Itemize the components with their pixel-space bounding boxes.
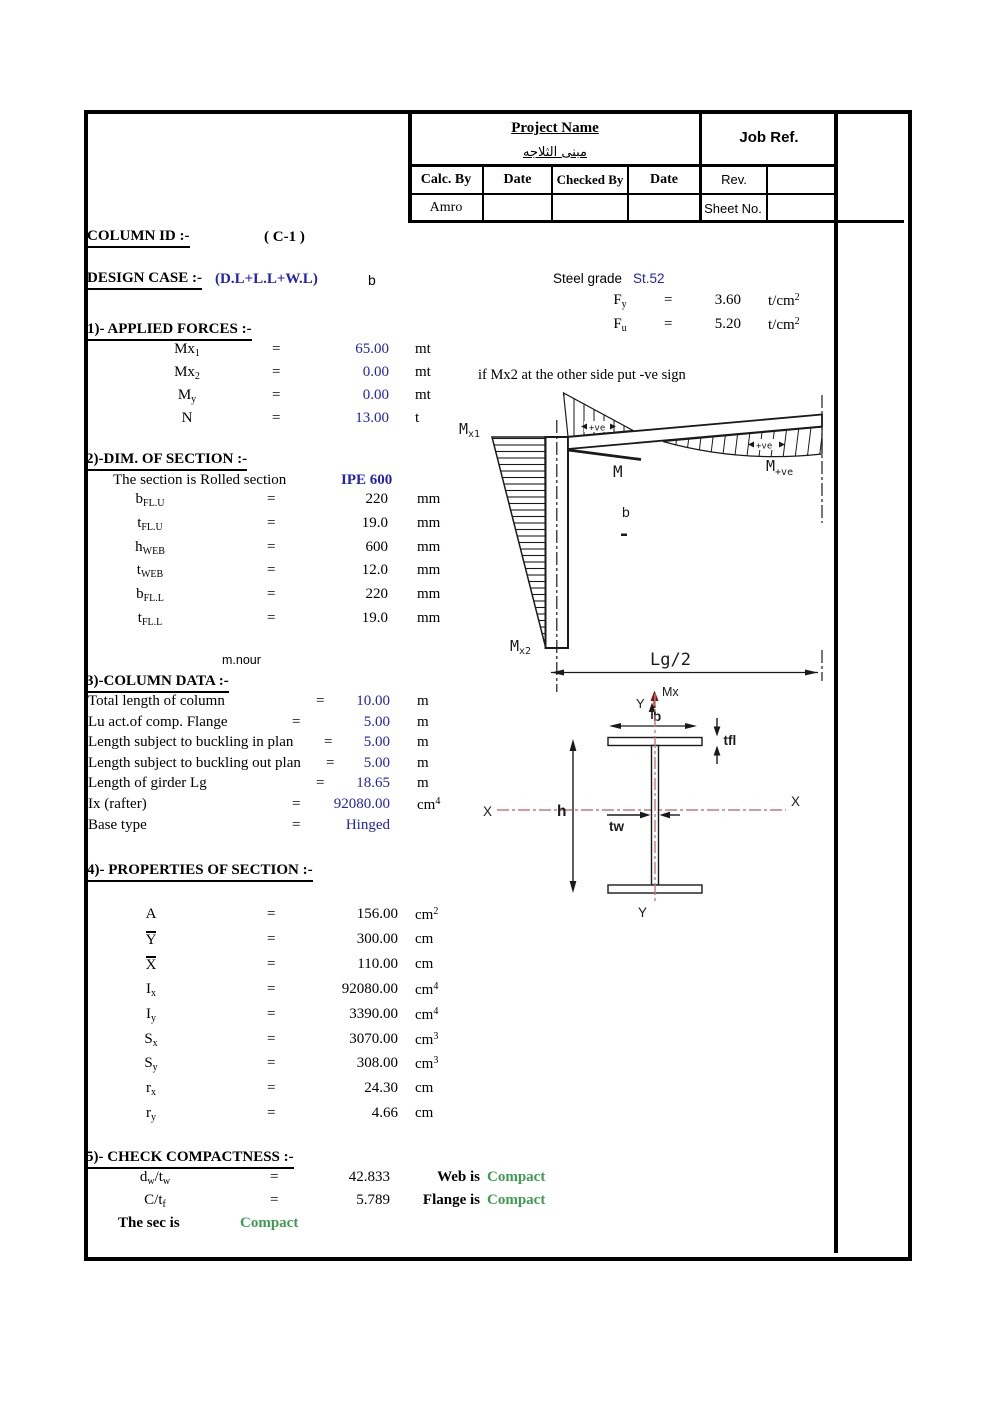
row-equals: =	[272, 410, 281, 426]
row-equals: =	[664, 316, 673, 332]
data-row-properties	[84, 1080, 724, 1103]
moment-diagram-and-section-sketch	[450, 385, 870, 930]
row-unit: mm	[417, 491, 441, 507]
row-label: $b_{FL.U}$	[135, 491, 165, 509]
job-ref-label: Job Ref.	[739, 128, 799, 146]
row-value: 600	[365, 538, 388, 555]
row-label: N	[181, 410, 193, 426]
date1-label: Date	[503, 171, 532, 187]
row-label: $M_y$	[177, 387, 197, 405]
row-value[interactable]: 92080.00	[333, 796, 390, 812]
pos-label-left: +ve	[589, 423, 606, 434]
steel-grade-label: Steel grade	[553, 271, 623, 286]
b-diagram-label: b	[622, 504, 630, 520]
y-top-label: Y	[636, 696, 645, 711]
row-equals: =	[267, 1030, 276, 1047]
row-value: 12.0	[361, 562, 388, 579]
row-label: $F_u$	[613, 316, 627, 334]
row-equals: =	[316, 693, 325, 709]
row-label: $F_y$	[613, 292, 627, 310]
calc-by-value[interactable]: Amro	[429, 200, 463, 215]
row-equals: =	[267, 1080, 276, 1097]
row-value[interactable]: 5.00	[363, 713, 390, 730]
data-row-properties	[84, 956, 724, 979]
row-equals: =	[267, 610, 276, 626]
x-right-label: X	[791, 794, 801, 809]
row-unit: mm	[417, 610, 441, 626]
moment-closing-line	[568, 450, 641, 460]
row-label: $t_{WEB}$	[136, 562, 164, 581]
row-equals: =	[292, 816, 301, 833]
applied-forces-title: 1)- APPLIED FORCES :-	[87, 321, 252, 341]
row-value: 300.00	[356, 930, 398, 947]
row-label: $C/t_f$	[144, 1192, 166, 1210]
row-value: 156.00	[356, 906, 398, 922]
row-value[interactable]: 18.65	[356, 775, 390, 792]
row-value: 220	[365, 491, 388, 507]
mx1-diagram-label: $M_{x1}$	[459, 420, 481, 440]
tfl-arrow-bot-head	[714, 746, 721, 756]
row-unit: cm	[415, 955, 434, 972]
compactness-check-value: Compact	[487, 1169, 546, 1185]
row-equals: =	[267, 1055, 276, 1072]
data-row-fy_fu	[84, 316, 800, 339]
row-unit: mm	[417, 514, 441, 531]
row-label: $S_y$	[144, 1055, 158, 1074]
row-value: 19.0	[361, 514, 388, 531]
row-label: $h_{WEB}$	[135, 538, 165, 557]
h-dim-arrow-top	[570, 739, 577, 751]
row-unit: mm	[417, 586, 441, 603]
data-row-properties	[84, 1006, 724, 1029]
small-dash	[621, 534, 627, 537]
row-value: 3390.00	[349, 1005, 398, 1022]
row-label: $b_{FL.L}$	[136, 586, 164, 605]
row-value: 308.00	[356, 1055, 398, 1072]
row-value: 4.66	[371, 1105, 398, 1122]
row-label: Length of girder Lg	[88, 775, 207, 792]
properties-title: 4)- PROPERTIES OF SECTION :-	[87, 862, 313, 882]
b-dim-label: b	[653, 709, 662, 724]
h-label: h	[557, 803, 567, 820]
row-label: $I_x$	[146, 980, 156, 999]
row-unit: m	[417, 775, 429, 792]
row-value: 5.20	[714, 316, 741, 332]
tw-arrow-right-head	[660, 812, 671, 819]
row-unit: $cm^4$	[417, 796, 441, 813]
project-name-label: Project Name	[511, 119, 599, 136]
row-unit: cm	[415, 930, 434, 947]
data-row-fy_fu	[84, 292, 800, 315]
row-unit: t	[415, 410, 420, 426]
steel-grade-value[interactable]: St.52	[633, 271, 665, 286]
row-equals: =	[270, 1192, 279, 1208]
sheet-no-label: Sheet No.	[704, 200, 762, 216]
row-unit: mt	[415, 387, 431, 403]
row-equals: =	[270, 1169, 279, 1185]
h-dim-arrow-bot	[570, 881, 577, 893]
row-value: 92080.00	[341, 980, 398, 997]
row-value: 5.789	[356, 1192, 390, 1208]
row-equals: =	[267, 491, 276, 507]
watermark-text: m.nour	[222, 653, 261, 667]
row-label: Ix (rafter)	[88, 796, 147, 812]
b-dim-arrow-left	[609, 723, 621, 729]
row-unit: $cm^3$	[415, 1055, 439, 1073]
row-equals: =	[316, 775, 325, 792]
compactness-check-label: Web is	[437, 1169, 480, 1185]
row-unit: $cm^4$	[415, 980, 439, 998]
compactness-check-value: Compact	[487, 1192, 546, 1208]
data-row-applied_forces	[84, 341, 724, 364]
tfl-label: tfl	[723, 733, 737, 748]
data-row-applied_forces	[84, 364, 724, 387]
row-label: Lu act.of comp. Flange	[88, 713, 228, 730]
row-label: $t_{FL.L}$	[137, 610, 163, 628]
row-unit: $cm^2$	[415, 906, 439, 923]
column-data-title: 3)-COLUMN DATA :-	[86, 673, 229, 693]
row-equals: =	[267, 562, 276, 579]
project-name-value[interactable]: مبنى الثلاجه	[522, 144, 588, 160]
row-value[interactable]: 10.00	[356, 693, 390, 709]
mx2-note: if Mx2 at the other side put -ve sign	[478, 367, 686, 383]
header-vline-5	[766, 164, 768, 223]
row-equals: =	[267, 955, 276, 972]
row-label: $I_y$	[146, 1005, 156, 1024]
date2-label: Date	[650, 171, 678, 187]
row-equals: =	[324, 734, 333, 751]
tw-arrow-left-head	[640, 812, 651, 819]
row-equals: =	[292, 713, 301, 730]
row-equals: =	[267, 586, 276, 603]
row-unit: $cm^4$	[415, 1005, 439, 1023]
row-value: 42.833	[348, 1169, 390, 1185]
row-label: Length subject to buckling in plan	[88, 734, 294, 751]
data-row-properties	[84, 1105, 724, 1128]
row-equals: =	[326, 754, 335, 771]
column-moment-triangle	[492, 437, 546, 647]
row-unit: m	[417, 734, 429, 751]
row-unit: cm	[415, 1080, 434, 1097]
mx2-diagram-label: $M_{x2}$	[510, 637, 532, 657]
row-value[interactable]: 5.00	[363, 734, 390, 751]
row-equals: =	[272, 341, 281, 357]
design-case-title: DESIGN CASE :-	[87, 270, 202, 290]
column-id-title: COLUMN ID :-	[87, 228, 190, 248]
section-name-value[interactable]: IPE 600	[341, 472, 393, 488]
calc-by-label: Calc. By	[420, 171, 472, 187]
pos-label-right: +ve	[756, 441, 773, 452]
row-unit: m	[417, 693, 429, 709]
compactness-check-label: Flange is	[422, 1192, 480, 1208]
data-row-properties	[84, 931, 724, 954]
row-label: Total length of column	[88, 693, 225, 709]
data-row-properties	[84, 1031, 724, 1054]
row-unit: $t/cm^2$	[768, 292, 800, 309]
rev-label: Rev.	[721, 172, 747, 187]
row-unit: cm	[415, 1105, 434, 1122]
row-value: 3.60	[714, 292, 741, 308]
row-unit: mm	[417, 538, 441, 555]
row-equals: =	[267, 906, 276, 922]
y-bottom-label: Y	[638, 905, 648, 920]
sec-result-label: The sec is	[118, 1215, 180, 1231]
row-value: 19.0	[361, 610, 388, 626]
row-unit: $cm^3$	[415, 1030, 439, 1048]
row-equals: =	[267, 1105, 276, 1122]
row-equals: =	[267, 1005, 276, 1022]
row-label: $r_x$	[146, 1080, 156, 1099]
row-value[interactable]: 0.00	[362, 364, 389, 380]
dim-section-title: 2)-DIM. OF SECTION :-	[86, 451, 247, 471]
row-equals: =	[272, 364, 281, 380]
x-left-label: X	[483, 804, 493, 819]
row-equals: =	[267, 980, 276, 997]
compactness-title: 5)- CHECK COMPACTNESS :-	[86, 1149, 294, 1169]
row-equals: =	[267, 538, 276, 555]
row-equals: =	[267, 514, 276, 531]
row-value: 24.30	[364, 1080, 398, 1097]
row-value[interactable]: 5.00	[363, 754, 390, 771]
lg2-label: Lg/2	[650, 650, 691, 670]
row-label: Base type	[88, 816, 147, 833]
row-label: A	[145, 906, 157, 922]
tw-label: tw	[609, 819, 624, 834]
sec-result-value: Compact	[240, 1215, 299, 1231]
row-label: Y	[145, 931, 157, 948]
m-label: M	[613, 462, 623, 481]
row-label: $d_w/t_w$	[139, 1169, 171, 1187]
row-label: $Mx_1$	[174, 341, 200, 359]
row-equals: =	[267, 930, 276, 947]
row-equals: =	[272, 387, 281, 403]
row-value[interactable]: 13.00	[355, 410, 389, 426]
tfl-arrow-top-head	[714, 727, 721, 737]
m-pos-label: $M_{+ve}$	[766, 457, 794, 478]
row-unit: mt	[415, 341, 431, 357]
column-id-value[interactable]: ( C-1 )	[264, 229, 305, 245]
row-equals: =	[664, 292, 673, 308]
row-label: $r_y$	[146, 1105, 156, 1124]
row-value[interactable]: 65.00	[355, 341, 389, 357]
row-unit: m	[417, 713, 429, 730]
row-label: $S_x$	[144, 1030, 158, 1049]
lg2-arrow-right	[805, 670, 818, 676]
row-unit: mt	[415, 364, 431, 380]
lg2-arrow-left	[551, 670, 564, 676]
row-value: 220	[365, 586, 388, 603]
row-equals: =	[292, 796, 301, 812]
data-row-properties	[84, 1055, 724, 1078]
row-value: 110.00	[357, 955, 398, 972]
row-label: $Mx_2$	[174, 364, 200, 382]
right-column-line	[838, 220, 904, 223]
row-value[interactable]: Hinged	[345, 816, 390, 833]
row-label: Length subject to buckling out plan	[88, 754, 301, 771]
data-row-compactness	[84, 1192, 724, 1215]
row-value: 3070.00	[349, 1030, 398, 1047]
mx-axis-label: Mx	[662, 685, 679, 699]
data-row-properties	[84, 981, 724, 1004]
design-case-suffix: b	[368, 272, 376, 288]
row-label: $t_{FL.U}$	[137, 514, 163, 533]
dim-section-intro: The section is Rolled section	[113, 472, 287, 488]
row-unit: m	[417, 754, 429, 771]
design-case-value[interactable]: (D.L+L.L+W.L)	[215, 271, 318, 287]
checked-by-label: Checked By	[556, 171, 624, 187]
row-unit: mm	[417, 562, 441, 579]
b-dim-arrow-right	[685, 723, 697, 729]
row-label: X	[145, 956, 157, 973]
data-row-compactness	[84, 1169, 724, 1192]
row-value[interactable]: 0.00	[362, 387, 389, 403]
row-unit: $t/cm^2$	[768, 316, 800, 333]
